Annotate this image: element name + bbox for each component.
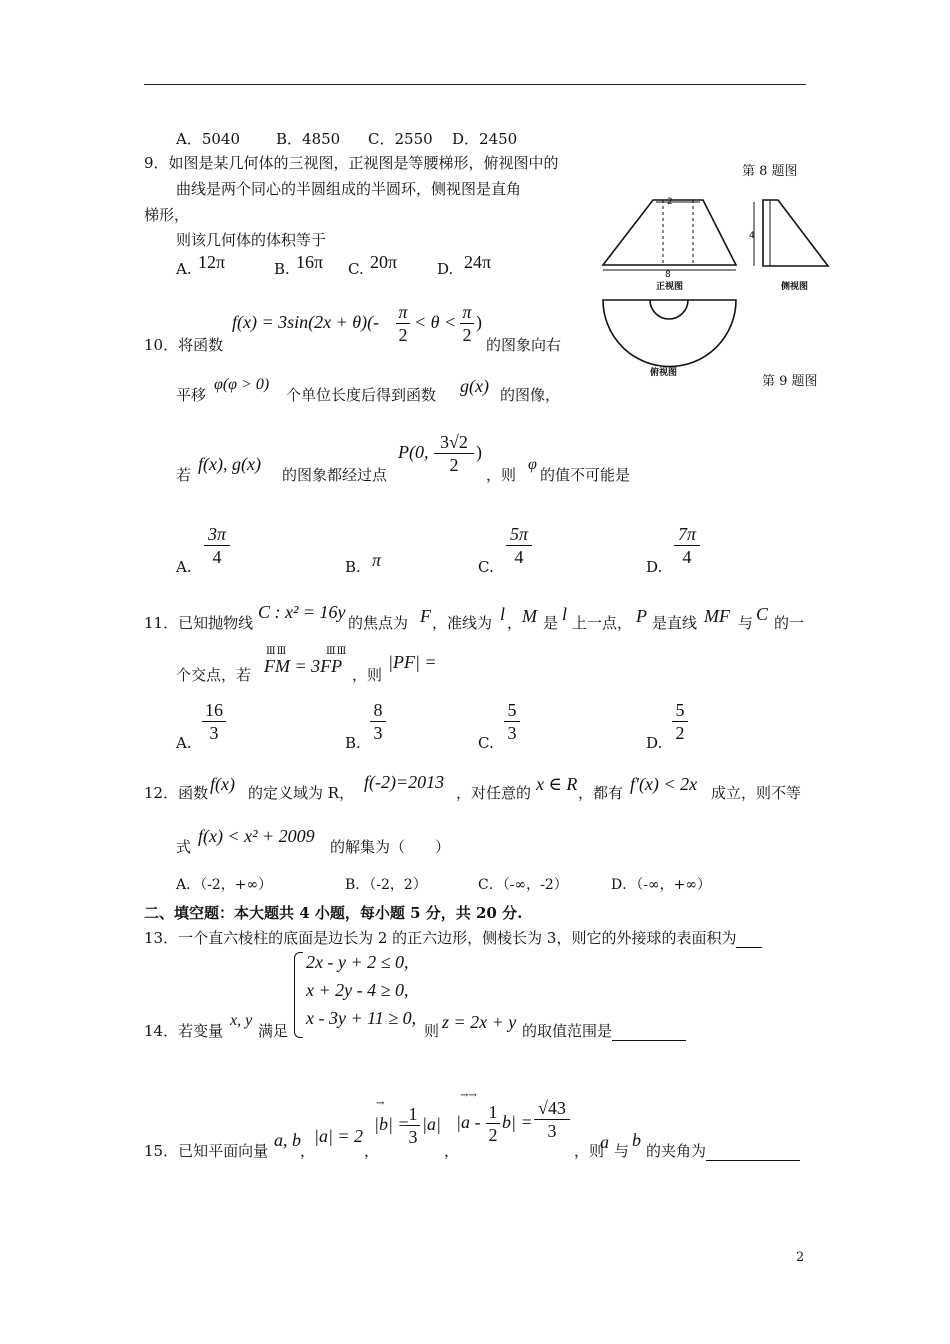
q13-blank bbox=[736, 933, 762, 948]
q8-choice-b: B．4850 bbox=[276, 130, 341, 148]
q11-g: 是直线 bbox=[652, 614, 698, 632]
q10-choice-b-label: B. bbox=[345, 558, 361, 576]
q10-phi2: φ bbox=[528, 456, 537, 473]
q10-formula: f(x) = 3sin(2x + θ)(- bbox=[232, 312, 380, 332]
q10-line2-c: 的图像， bbox=[500, 386, 561, 404]
q8-choice-d: D．2450 bbox=[452, 130, 518, 148]
q9-line1: 9．如图是某几何体的三视图，正视图是等腰梯形，俯视图中的 bbox=[144, 154, 559, 172]
q12-choice-a: A．（-2，+∞） bbox=[176, 877, 273, 893]
q10-choice-a: 3π 4 bbox=[204, 524, 230, 567]
q12-fp: f′(x) < 2x bbox=[630, 774, 698, 794]
q11-choice-a: 16 3 bbox=[202, 700, 226, 743]
q10-point-suffix: ) bbox=[476, 442, 482, 462]
q11-line2-a: 个交点，若 bbox=[176, 666, 252, 684]
q11-choice-b: 8 3 bbox=[370, 700, 386, 743]
vector-arrows: ⅢⅢ bbox=[266, 646, 288, 657]
q10-line2-a: 平移 bbox=[176, 386, 207, 404]
q14-sys-1: 2x - y + 2 ≤ 0, bbox=[306, 952, 409, 972]
q14-a: 14．若变量 bbox=[144, 1022, 224, 1040]
side-view bbox=[754, 200, 828, 266]
q12-fx: f(x) bbox=[210, 774, 235, 794]
q11-d: ， bbox=[507, 614, 523, 632]
q11-curve: C : x² = 16y bbox=[258, 602, 346, 622]
q12-xr: x ∈ R bbox=[536, 774, 578, 794]
q15-diff-frac: 1 2 bbox=[486, 1102, 500, 1145]
q9-line3: 梯形， bbox=[144, 206, 190, 224]
top-view bbox=[603, 300, 736, 367]
q11-choice-d-label: D. bbox=[646, 734, 663, 752]
q9-choice-b-value: 16π bbox=[296, 252, 324, 272]
q10-prefix: 10．将函数 bbox=[144, 336, 224, 354]
page-number: 2 bbox=[796, 1250, 805, 1265]
figure-caption-9: 第 9 题图 bbox=[762, 374, 818, 389]
q11-i: 的一 bbox=[774, 614, 805, 632]
q15-va: a bbox=[600, 1132, 609, 1152]
q12-c: ，对任意的 bbox=[456, 784, 532, 802]
q15-e: ，则 bbox=[574, 1142, 605, 1160]
q14-tail bbox=[522, 1020, 686, 1041]
top-view-label: 俯视图 bbox=[650, 368, 678, 378]
q15-amag: |a| = 2 bbox=[314, 1126, 364, 1146]
q11-e: 是 bbox=[543, 614, 559, 632]
dim-bottom: 8 bbox=[665, 270, 671, 280]
q9-choice-d-value: 24π bbox=[464, 252, 492, 272]
q12-ineq: f(x) < x² + 2009 bbox=[198, 826, 315, 846]
q10-point-prefix: P(0, bbox=[398, 442, 429, 462]
q10-frac-left: π 2 bbox=[396, 302, 410, 345]
q15-blank bbox=[706, 1146, 800, 1161]
q11-pf: |PF| = bbox=[388, 652, 437, 672]
q15-diff-l: |a - bbox=[456, 1112, 481, 1132]
q15-ab: a, b bbox=[274, 1130, 301, 1150]
q10-lt: < θ < bbox=[414, 312, 457, 332]
q11-M: M bbox=[522, 606, 537, 626]
q9-choice-b-label: B. bbox=[274, 260, 290, 278]
vector-arrow-a: →→ bbox=[460, 1090, 477, 1101]
q15-val-frac: √43 3 bbox=[534, 1098, 570, 1141]
front-view bbox=[603, 200, 736, 270]
q9-line2: 曲线是两个同心的半圆组成的半圆环，侧视图是直角 bbox=[176, 180, 522, 198]
q10-close: ) bbox=[476, 312, 482, 332]
section-heading: 二、填空题：本大题共 4 小题，每小题 5 分，共 20 分. bbox=[144, 904, 523, 922]
q10-choice-c-label: C. bbox=[478, 558, 494, 576]
q11-choice-c-label: C. bbox=[478, 734, 494, 752]
q10-fg: f(x), g(x) bbox=[198, 454, 261, 474]
q10-line2-b: 个单位长度后得到函数 bbox=[286, 386, 437, 404]
q13-text bbox=[144, 927, 762, 948]
q9-choice-a-value: 12π bbox=[198, 252, 226, 272]
q12-e: 成立，则不等 bbox=[711, 784, 802, 802]
q8-choice-c: C．2550 bbox=[368, 130, 433, 148]
q15-a: 15．已知平面向量 bbox=[144, 1142, 269, 1160]
q9-choice-a-label: A. bbox=[176, 260, 192, 278]
q14-sys-3: x - 3y + 11 ≥ 0, bbox=[306, 1008, 417, 1028]
q10-line3-d: 的值不可能是 bbox=[540, 466, 631, 484]
side-view-label: 侧视图 bbox=[781, 282, 809, 292]
q10-choice-c: 5π 4 bbox=[506, 524, 532, 567]
q14-brace bbox=[294, 952, 303, 1038]
q10-suffix: 的图象向右 bbox=[486, 336, 562, 354]
q12-choice-c: C．（-∞，-2） bbox=[478, 877, 568, 893]
q12-line2-b: 的解集为（ ） bbox=[330, 838, 451, 856]
q11-F: F bbox=[420, 606, 431, 626]
vector-arrow-b: → bbox=[376, 1098, 385, 1109]
q10-line3-a: 若 bbox=[176, 466, 192, 484]
q10-choice-d-label: D. bbox=[646, 558, 663, 576]
q9-choice-c-label: C. bbox=[348, 260, 364, 278]
q12-a: 12．函数 bbox=[144, 784, 209, 802]
q15-diff-r: b| = bbox=[502, 1112, 533, 1132]
q14-b: 满足 bbox=[258, 1022, 289, 1040]
q12-f2: f(-2)=2013 bbox=[364, 772, 445, 792]
q15-g: 的夹角为 bbox=[646, 1142, 707, 1160]
q11-line2-b: ，则 bbox=[352, 666, 383, 684]
vector-arrows-2: ⅢⅢ bbox=[326, 646, 348, 657]
q11-vec: FM = 3FP bbox=[264, 656, 343, 676]
dim-height: 4 bbox=[749, 231, 755, 241]
q14-sys-2: x + 2y - 4 ≥ 0, bbox=[306, 980, 409, 1000]
q10-gx: g(x) bbox=[460, 376, 489, 396]
q15-tail bbox=[646, 1140, 800, 1161]
q10-phi: φ(φ > 0) bbox=[214, 376, 270, 393]
q9-choice-d-label: D. bbox=[437, 260, 454, 278]
q11-l: l bbox=[500, 604, 506, 624]
q10-choice-b: π bbox=[372, 550, 382, 570]
q11-a: 11．已知抛物线 bbox=[144, 614, 254, 632]
q11-choice-c: 5 3 bbox=[504, 700, 520, 743]
q11-C: C bbox=[756, 604, 769, 624]
figure-caption-8: 第 8 题图 bbox=[742, 164, 798, 179]
q11-P: P bbox=[636, 606, 647, 626]
q10-line3-c: ，则 bbox=[486, 466, 517, 484]
q10-line3-b: 的图象都经过点 bbox=[282, 466, 388, 484]
q11-l2: l bbox=[562, 604, 568, 624]
q14-z: z = 2x + y bbox=[442, 1012, 517, 1032]
q10-point-frac: 3√2 2 bbox=[434, 432, 474, 475]
q11-choice-a-label: A. bbox=[176, 734, 192, 752]
q12-d: ，都有 bbox=[578, 784, 624, 802]
three-view-figure bbox=[598, 188, 838, 380]
q11-h: 与 bbox=[738, 614, 754, 632]
q10-choice-a-label: A. bbox=[176, 558, 192, 576]
q11-MF: MF bbox=[704, 606, 730, 626]
q15-vb: b bbox=[632, 1130, 641, 1150]
q8-choice-a: A．5040 bbox=[176, 130, 241, 148]
q15-bmag-r: |a| bbox=[422, 1114, 441, 1134]
q14-c: 则 bbox=[424, 1022, 440, 1040]
q15-d: ， bbox=[444, 1142, 460, 1160]
dim-top: 2 bbox=[667, 197, 673, 207]
q12-b: 的定义域为 R， bbox=[248, 784, 355, 802]
q15-bmag-l: |b| = bbox=[374, 1114, 410, 1134]
q15-f: 与 bbox=[614, 1142, 630, 1160]
q12-choice-d: D．（-∞，+∞） bbox=[611, 877, 712, 893]
q11-c: ，准线为 bbox=[432, 614, 493, 632]
q10-choice-d: 7π 4 bbox=[674, 524, 700, 567]
q11-choice-b-label: B. bbox=[345, 734, 361, 752]
q11-b: 的焦点为 bbox=[348, 614, 409, 632]
q15-c: ， bbox=[364, 1142, 380, 1160]
q12-choice-b: B．（-2，2） bbox=[345, 877, 427, 893]
q9-choice-c-value: 20π bbox=[370, 252, 398, 272]
q14-xy: x, y bbox=[230, 1012, 253, 1029]
q11-f: 上一点， bbox=[572, 614, 633, 632]
q15-b: ， bbox=[300, 1142, 316, 1160]
q9-line4: 则该几何体的体积等于 bbox=[176, 231, 327, 249]
q14-d: 的取值范围是 bbox=[522, 1022, 613, 1040]
q15-bmag-frac: 1 3 bbox=[406, 1104, 420, 1147]
front-view-label: 正视图 bbox=[656, 282, 684, 292]
q12-line2-a: 式 bbox=[176, 838, 192, 856]
q11-choice-d: 5 2 bbox=[672, 700, 688, 743]
q14-blank bbox=[612, 1026, 686, 1041]
q13-body: 13．一个直六棱柱的底面是边长为 2 的正六边形，侧棱长为 3，则它的外接球的表面积为 bbox=[144, 929, 737, 947]
header-rule bbox=[144, 84, 806, 85]
q10-frac-right: π 2 bbox=[460, 302, 474, 345]
